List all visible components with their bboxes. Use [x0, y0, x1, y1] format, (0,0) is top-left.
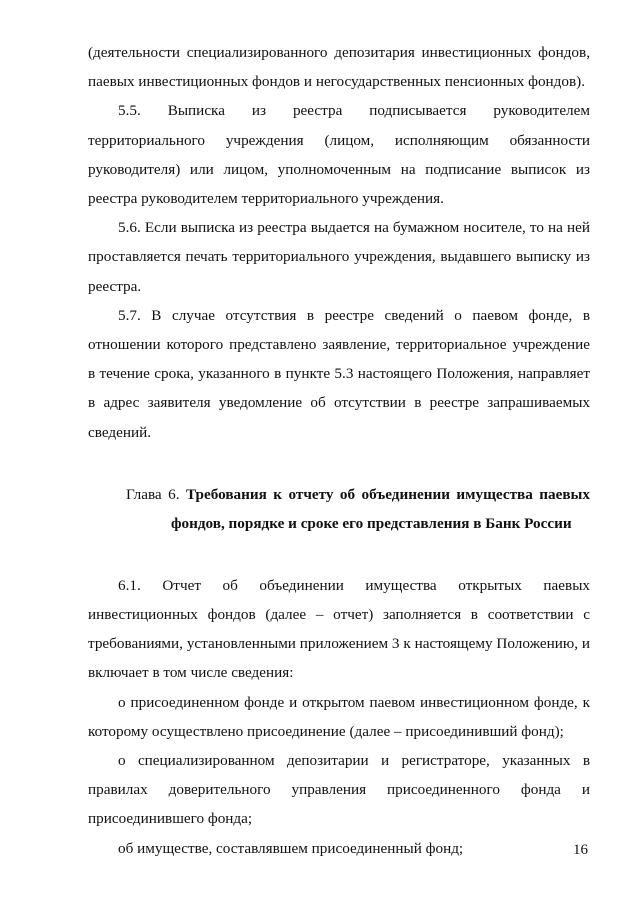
section-5-paragraphs	[88, 38, 590, 447]
page-content	[88, 38, 590, 863]
chapter-heading	[88, 480, 590, 539]
chapter-label: Глава 6.	[126, 485, 180, 503]
chapter-title: Требования к отчету об объединении имущества паевых фондов, порядке и сроке его представления в Банк России	[171, 485, 591, 533]
paragraph: о специализированном депозитарии и регистраторе, указанных в правилах доверительного управления присоединенного фонда и присоединившего фонда;	[88, 752, 590, 828]
paragraph: 5.7. В случае отсутствия в реестре сведений о паевом фонде, в отношении которого представлено заявление, территориальное учреждение в течение срока, указанного в пункте 5.3 настоящего Положения, направляет в адрес заявителя уведомление об отсутствии в реестре запрашиваемых сведений.	[88, 306, 590, 441]
paragraph: 5.5. Выписка из реестра подписывается руководителем территориального учреждения (лицом, исполняющим обязанности руководителя) или лицом, уполномоченным на подписание выписок из реестра руководителем территориального учреждения.	[88, 102, 590, 208]
paragraph: 6.1. Отчет об объединении имущества открытых паевых инвестиционных фондов (далее – отчет) заполняется в соответствии с требованиями, установленными приложением 3 к настоящему Положению, и включает в том числе сведения:	[88, 576, 590, 682]
paragraph: (деятельности специализированного депозитария инвестиционных фондов, паевых инвестиционных фондов и негосударственных пенсионных фондов).	[88, 44, 590, 91]
paragraph: 5.6. Если выписка из реестра выдается на бумажном носителе, то на ней проставляется печать территориального учреждения, выдавшего выписку из реестра.	[88, 219, 590, 295]
page-number: 16	[573, 842, 588, 858]
paragraph: об имуществе, составлявшем присоединенный фонд;	[118, 839, 464, 857]
paragraph: о присоединенном фонде и открытом паевом инвестиционном фонде, к которому осуществлено присоединение (далее – присоединивший фонд);	[88, 693, 590, 740]
section-6-paragraphs	[88, 571, 590, 863]
